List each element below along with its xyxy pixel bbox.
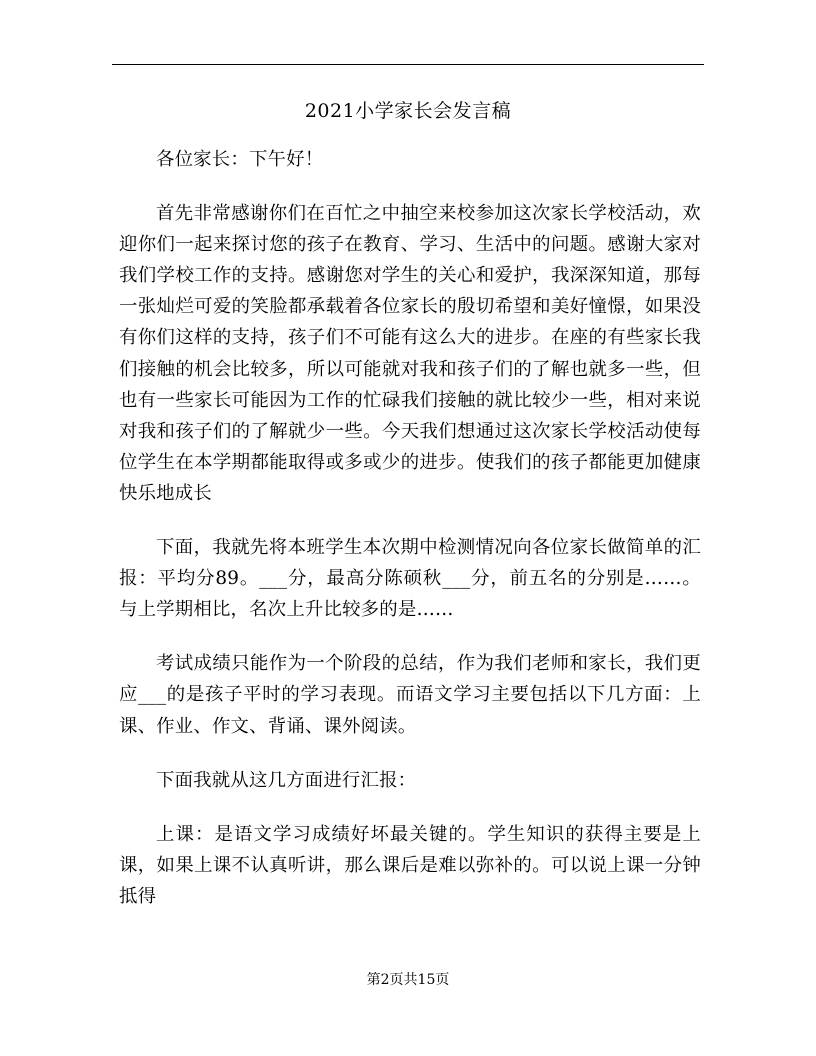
paragraph-exam-summary: 考试成绩只能作为一个阶段的总结，作为我们老师和家长，我们更应___的是孩子平时的学习表现。而语文学习主要包括以下几方面：上课、作业、作文、背诵、课外阅读。	[119, 653, 701, 737]
document-title: 2021小学家长会发言稿	[304, 100, 512, 122]
document-body	[119, 144, 701, 912]
paragraph-exam-report: 下面，我就先将本班学生本次期中检测情况向各位家长做简单的汇报：平均分89。___分，最高分陈硕秋___分，前五名的分别是……。与上学期相比，名次上升比较多的是……	[119, 537, 701, 621]
paragraph-report-intro: 下面我就从这几方面进行汇报：	[156, 769, 417, 791]
paragraph-greeting: 各位家长：下午好！	[156, 149, 324, 170]
paragraph-thanks: 首先非常感谢你们在百忙之中抽空来校参加这次家长学校活动，欢迎你们一起来探讨您的孩子在教育、学习、生活中的问题。感谢大家对我们学校工作的支持。感谢您对学生的关心和爱护，我深深知道，那每一张灿烂可爱的笑脸都承载着各位家长的殷切希望和美好憧憬，如果没有你们这样的支持，孩子们不可能有这么大的进步。在座的有些家长我们接触的机会比较多，所以可能就对我和孩子们的了解也就多一些，但也有一些家长可能因为工作的忙碌我们接触的就比较少一些，相对来说对我和孩子们的了解就少一些。今天我们想通过这次家长学校活动使每位学生在本学期都能取得或多或少的进步。使我们的孩子都能更加健康快乐地成长	[119, 203, 701, 504]
header-rule	[112, 64, 704, 65]
page-number: 第2页共15页	[366, 972, 450, 988]
paragraph-class: 上课：是语文学习成绩好坏最关键的。学生知识的获得主要是上课，如果上课不认真听讲，那么课后是难以弥补的。可以说上课一分钟抵得	[119, 823, 701, 907]
